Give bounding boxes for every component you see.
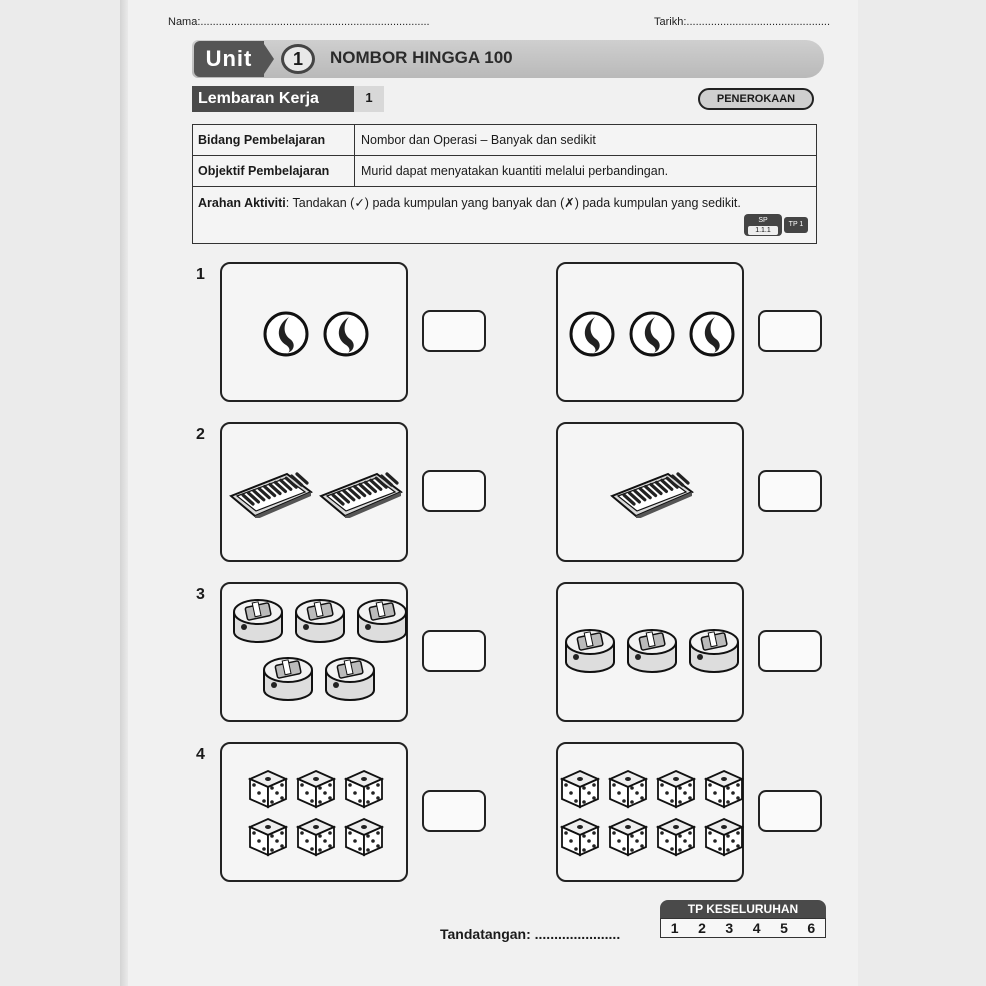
tarikh-label: Tarikh: (654, 16, 687, 28)
dice-icon (607, 768, 649, 815)
answer-box[interactable] (758, 470, 822, 512)
penerokaan-badge: PENEROKAAN (698, 88, 814, 110)
dice-icon (703, 816, 745, 863)
sharpener-icon (626, 624, 678, 679)
answer-box[interactable] (422, 470, 486, 512)
question-1-right-group (556, 262, 744, 402)
dice-icon (559, 816, 601, 863)
answer-box[interactable] (422, 310, 486, 352)
sharpener-icon (324, 652, 376, 707)
nama-field[interactable] (168, 16, 430, 28)
arahan-aktiviti (198, 195, 741, 210)
question-number: 2 (196, 426, 205, 443)
unit-number: 1 (281, 44, 315, 74)
lembaran-kerja-number: 1 (354, 86, 384, 112)
tp-keseluruhan-title: TP KESELURUHAN (660, 900, 826, 918)
question-3-left-group (220, 582, 408, 722)
info-table (192, 124, 817, 244)
dice-icon (343, 768, 385, 815)
marble-icon (688, 309, 736, 364)
question-number: 1 (196, 266, 205, 283)
tp-level-2[interactable]: 2 (698, 920, 706, 936)
question-4-left-group (220, 742, 408, 882)
abacus-icon (229, 472, 313, 523)
bidang-label: Bidang Pembelajaran (193, 125, 355, 155)
question-number: 3 (196, 586, 205, 603)
abacus-icon (610, 472, 694, 523)
sharpener-icon (294, 594, 346, 649)
sp-code: 1.1.1 (748, 226, 778, 235)
sharpener-icon (232, 594, 284, 649)
marble-icon (628, 309, 676, 364)
sharpener-icon (564, 624, 616, 679)
dice-icon (295, 816, 337, 863)
dice-icon (343, 816, 385, 863)
unit-arrow-shape (262, 41, 274, 77)
question-2-right-group (556, 422, 744, 562)
bidang-row (193, 125, 816, 156)
tp-level-5[interactable]: 5 (780, 920, 788, 936)
question-3-right-group (556, 582, 744, 722)
dice-icon (247, 768, 289, 815)
objektif-row (193, 156, 816, 187)
abacus-icon (319, 472, 403, 523)
dice-icon (655, 816, 697, 863)
sharpener-icon (356, 594, 408, 649)
unit-word: Unit (194, 41, 264, 77)
tp-keseluruhan (660, 900, 826, 940)
tarikh-dots: ............................................... (686, 16, 831, 28)
tp-level-6[interactable]: 6 (807, 920, 816, 936)
marble-icon (262, 309, 310, 364)
tp-level-1[interactable]: 1 (670, 920, 679, 936)
tandatangan-line[interactable]: Tandatangan: ...................... (440, 926, 621, 942)
dice-icon (703, 768, 745, 815)
question-number: 4 (196, 746, 205, 763)
tp-badge: TP 1 (784, 217, 808, 233)
answer-box[interactable] (758, 310, 822, 352)
nama-label: Nama: (168, 16, 201, 28)
nama-dots: ........................................................................... (200, 16, 430, 28)
marble-icon (568, 309, 616, 364)
dice-icon (559, 768, 601, 815)
tp-level-3[interactable]: 3 (725, 920, 734, 936)
dice-icon (607, 816, 649, 863)
tp-level-4[interactable]: 4 (752, 920, 761, 936)
arahan-value: : Tandakan (✓) pada kumpulan yang banyak dan (✗) pada kumpulan yang sedikit. (285, 196, 741, 210)
question-1-left-group (220, 262, 408, 402)
question-2-left-group (220, 422, 408, 562)
answer-box[interactable] (422, 790, 486, 832)
tarikh-field[interactable] (654, 16, 830, 28)
unit-title: NOMBOR HINGGA 100 (330, 48, 513, 67)
dice-icon (655, 768, 697, 815)
worksheet-page (128, 0, 858, 986)
sp-label: SP (758, 217, 768, 224)
sp-badge (744, 214, 782, 236)
lembaran-kerja-label: Lembaran Kerja (192, 86, 354, 112)
tp-level-row (660, 918, 826, 938)
question-4-right-group (556, 742, 744, 882)
dice-icon (295, 768, 337, 815)
sharpener-icon (262, 652, 314, 707)
arahan-label: Arahan Aktiviti (198, 196, 286, 210)
bidang-value: Nombor dan Operasi – Banyak dan sedikit (361, 133, 596, 147)
sharpener-icon (688, 624, 740, 679)
marble-icon (322, 309, 370, 364)
objektif-label: Objektif Pembelajaran (193, 156, 355, 186)
objektif-value: Murid dapat menyatakan kuantiti melalui perbandingan. (361, 164, 669, 178)
answer-box[interactable] (758, 790, 822, 832)
dice-icon (247, 816, 289, 863)
answer-box[interactable] (758, 630, 822, 672)
answer-box[interactable] (422, 630, 486, 672)
